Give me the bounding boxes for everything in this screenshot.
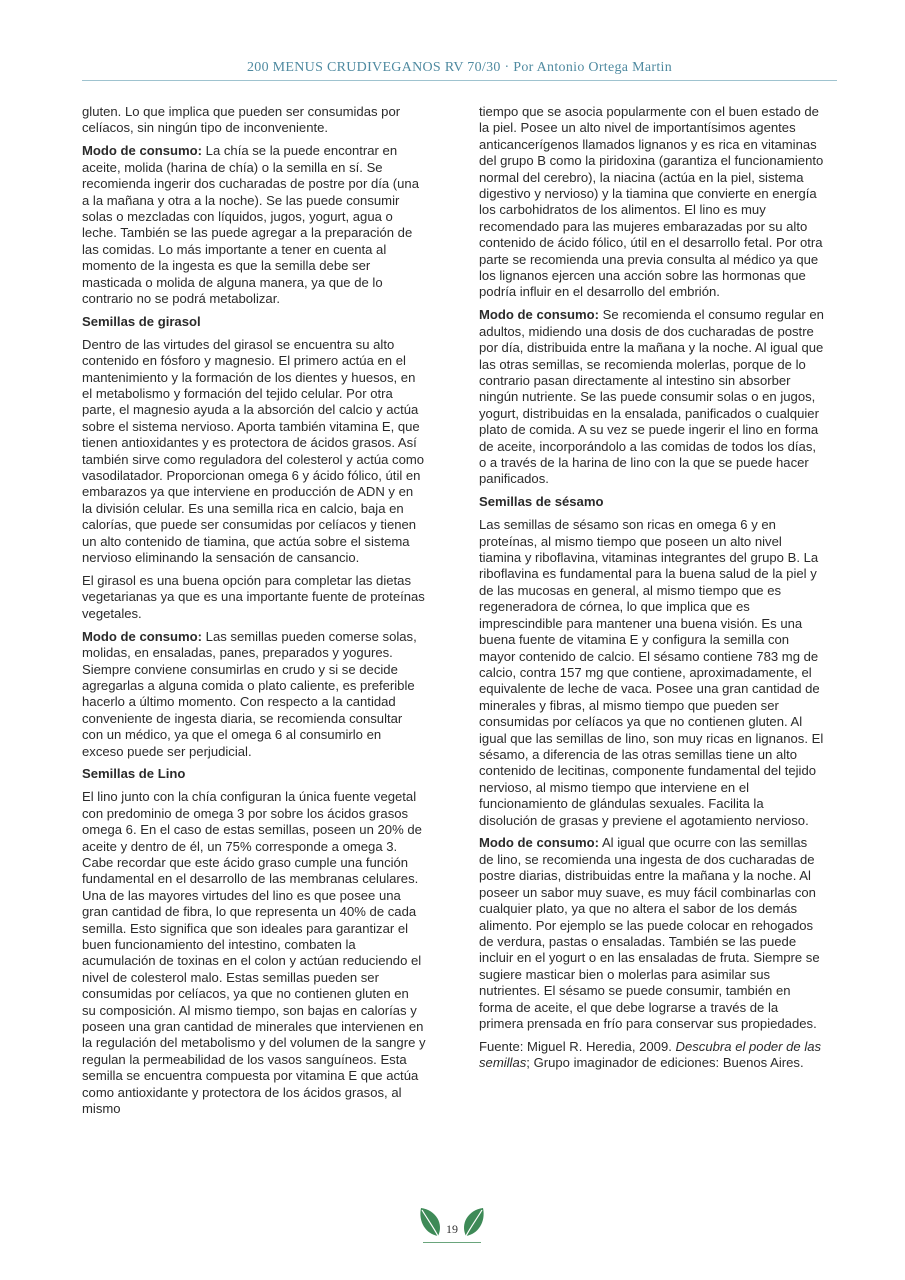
section-heading-girasol: Semillas de girasol (82, 313, 201, 329)
section-heading-lino: Semillas de Lino (82, 766, 186, 782)
footer-rule (423, 1242, 481, 1243)
page-number: 19 (446, 1222, 458, 1236)
consumption-label: Modo de consumo: (479, 307, 600, 323)
running-header: 200 MENUS CRUDIVEGANOS RV 70/30 · Por Antonio Ortega Martin (82, 58, 837, 81)
citation-prefix: Fuente: Miguel R. Heredia, 2009. (479, 1038, 676, 1054)
leaf-icon (460, 1206, 486, 1240)
consumption-label: Modo de consumo: (479, 835, 600, 851)
left-column (82, 104, 426, 1124)
citation-suffix: ; Grupo imaginador de ediciones: Buenos Aires. (526, 1055, 804, 1071)
consumption-label: Modo de consumo: (82, 628, 203, 644)
section-heading-sesamo: Semillas de sésamo (479, 494, 604, 510)
paragraph (82, 143, 426, 307)
paragraph-text: La chía se la puede encontrar en aceite, molida (harina de chía) o la semilla en sí. Se recomienda ingerir dos cucharadas de postre por día (una a la mañana y otra a la noche). Se las puede consumir solas o mezcladas con líquidos, jugos, yogurt, agua o leche. También se las puede agregar a la preparación de las comidas. Lo más importante a tener en cuenta al momento de la ingesta es que la semilla debe ser masticada o molida de alguna manera, ya que de lo contrario no se podrá metabolizar. (82, 143, 419, 306)
paragraph-text: Se recomienda el consumo regular en adultos, midiendo una dosis de dos cucharadas de postre por día, distribuida entre la mañana y la noche. Al igual que las otras semillas, se recomienda molerlas, porque de lo contrario pasan directamente al intestino sin absorber ningún nutriente. Se las puede consumir solas o en jugos, yogurt, distribuidas en la ensalada, panificados o cualquier plato de comida. A su vez se puede ingerir el lino en forma de aceite, incorporándolo a las comidas de todos los días, o a través de la harina de lino con la que se puede hacer panificados. (479, 307, 824, 487)
paragraph (479, 835, 825, 1032)
paragraph: El lino junto con la chía configuran la única fuente vegetal con predominio de omega 3 por sobre los ácidos grasos omega 6. En el caso de estas semillas, poseen un 20% de aceite y dentro de él, un 75% corresponde a omega 3. Cabe recordar que este ácido graso cumple una función fundamental en el desarrollo de las membranas celulares. Una de las mayores virtudes del lino es que posee una gran cantidad de fibra, lo que representa un 40% de cada semilla. Esto significa que son ideales para garantizar el buen funcionamiento del intestino, combaten la acumulación de toxinas en el colon y actúan reduciendo el nivel de colesterol malo. Estas semillas pueden ser consumidas por celíacos, ya que no contienen gluten en su composición. Al mismo tiempo, son bajas en calorías y poseen una gran cantidad de minerales que intervienen en la regulación del metabolismo y del volumen de la sangre y regulan la permeabilidad de los vasos sanguíneos. Esta semilla se encuentra compuesta por vitamina E que actúa como antioxidante y protectora de los ácidos grasos, al mismo (82, 789, 426, 1117)
paragraph: gluten. Lo que implica que pueden ser consumidas por celíacos, sin ningún tipo de inconveniente. (82, 104, 401, 136)
citation-title: Descubra el poder de las semillas (479, 1038, 822, 1071)
paragraph: tiempo que se asocia popularmente con el buen estado de la piel. Posee un alto nivel de importantísimos agentes anticancerígenos llamados lignanos y es rica en vitaminas del grupo B como la piridoxina (garantiza el funcionamiento normal del cerebro), la niacina (actúa en la piel, sistema digestivo y nervioso) y la tiamina que convierte en energía los carbohidratos de los alimentos. El lino es muy recomendado para las mujeres embarazadas por su alto contenido de ácido fólico, útil en el desarrollo fetal. Por otra parte se recomienda una previa consulta al médico ya que los lignanos ejercen una acción sobre las hormonas que podría influir en el desarrollo del embrión. (479, 104, 824, 300)
source-citation (479, 1039, 825, 1072)
paragraph-text: Las semillas pueden comerse solas, molidas, en ensaladas, panes, preparados y yogures. Siempre conviene consumirlas en crudo y si se decide agregarlas a alguna comida o plato caliente, es preferible hacerlo a último momento. Con respecto a la cantidad conveniente de ingesta diaria, se recomienda consultar con un médico, ya que el omega 6 al consumirlo en exceso puede ser perjudicial. (82, 628, 417, 759)
paragraph (82, 629, 426, 760)
right-column (479, 104, 825, 1078)
paragraph: El girasol es una buena opción para completar las dietas vegetarianas ya que es una importante fuente de proteínas vegetales. (82, 572, 425, 621)
paragraph: Dentro de las virtudes del girasol se encuentra su alto contenido en fósforo y magnesio. El primero actúa en el mantenimiento y la formación de los dientes y huesos, en el metabolismo y formación del tejido celular. Por otra parte, el magnesio ayuda a la absorción del calcio y actúa sobre el sistema nervioso. Aporta también vitamina E, que tienen antioxidantes y es protectora de ácidos grasos. Así también sirve como reguladora del colesterol y actúa como vasodilatador. Proporcionan omega 6 y ácido fólico, útil en embarazos ya que interviene en producción de ADN y en la división celular. Es una semilla rica en calcio, baja en calorías, que puede ser consumidas por celíacos y tienen un alto contenido de tiamina, que actúa sobre el sistema nervioso eliminando la sensación de cansancio. (82, 336, 425, 566)
paragraph-text: Al igual que ocurre con las semillas de lino, se recomienda una ingesta de dos cucharadas de postre diarias, distribuidas entre la mañana y la noche. Al poseer un sabor muy suave, es muy fácil combinarlas con cualquier plato, ya que no altera el sabor de los demás alimento. Por ejemplo se las puede colocar en rehogados de verdura, pastas o ensaladas. También se las puede incluir en el yogurt o en las ensaladas de fruta. Siempre se sugiere masticar bien o molerlas para asimilar sus nutrientes. El sésamo se puede consumir, también en forma de aceite, el que debe lograrse a través de la primera prensada en frío para conservar sus propiedades. (479, 835, 820, 1031)
page-footer (0, 1204, 905, 1250)
paragraph (479, 307, 825, 487)
consumption-label: Modo de consumo: (82, 143, 203, 159)
paragraph: Las semillas de sésamo son ricas en omega 6 y en proteínas, al mismo tiempo que poseen un alto nivel tiamina y riboflavina, vitaminas integrantes del grupo B. La riboflavina es fundamental para la buena salud de la piel y de las mucosas en general, al mismo tiempo que es regeneradora de córnea, lo que implica que es imprescindible para mantener una buena visión. Es una buena fuente de vitamina E y configura la semilla con mayor contenido de calcio. El sésamo contiene 783 mg de calcio, contra 157 mg que contiene, aproximadamente, el equivalente de leche de vaca. Posee una gran cantidad de minerales y fibras, al mismo tiempo que pueden ser consumidas por celíacos ya que no contienen gluten. Al igual que las semillas de lino, son muy ricas en lignanos. El sésamo, a diferencia de las otras semillas tiene un alto contenido de lecitinas, componente fundamental del tejido nervioso, al mismo tiempo que interviene en el funcionamiento de glándulas sexuales. Facilita la disolución de grasas y previene el agotamiento nervioso. (479, 517, 824, 828)
